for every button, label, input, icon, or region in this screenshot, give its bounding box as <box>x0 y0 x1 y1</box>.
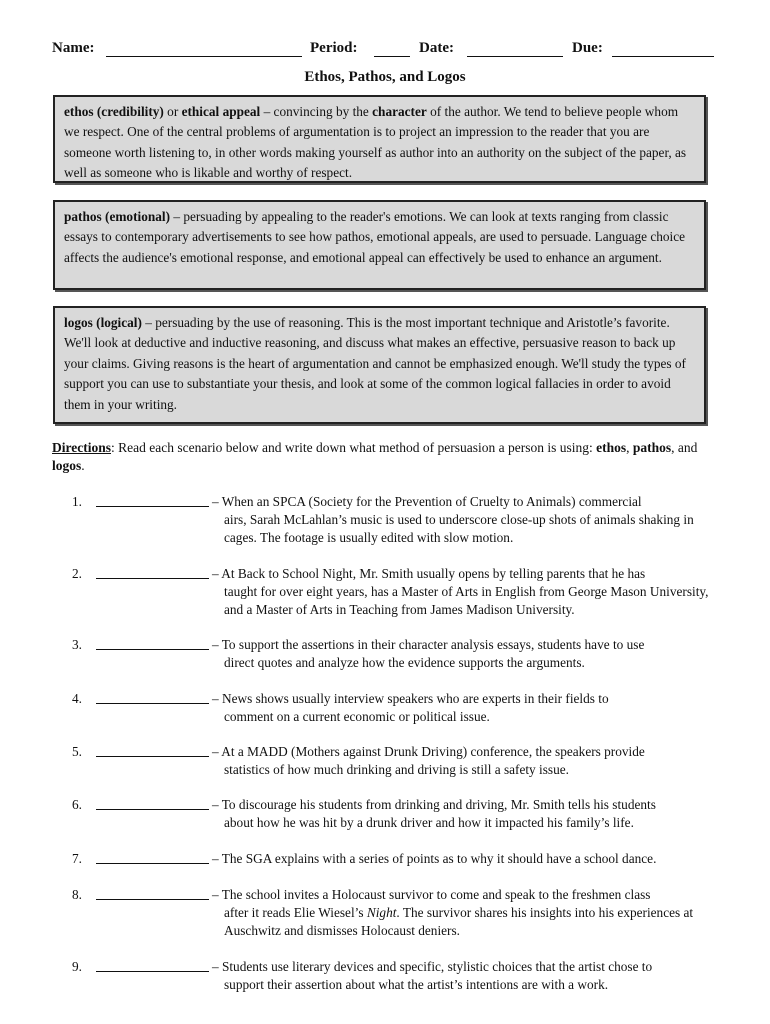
ethos-term: ethos (credibility) <box>64 104 164 119</box>
item-text-rest: airs, Sarah McLahlan’s music is used to underscore close-up shots of animals shaking in cages. The footage is usually edited with slow motion. <box>224 512 694 546</box>
name-label: Name: <box>52 40 95 56</box>
name-blank[interactable] <box>106 56 302 57</box>
logos-term: logos (logical) <box>64 315 142 330</box>
item-number: 1. <box>72 494 82 509</box>
ethos-definition-box <box>53 95 706 183</box>
directions-ethos: ethos <box>596 440 627 455</box>
ethos-key: character <box>372 104 427 119</box>
ethos-pre: – convincing by the <box>260 104 373 119</box>
directions-pathos: pathos <box>632 440 672 455</box>
answer-blank[interactable] <box>96 809 209 810</box>
item-number: 8. <box>72 887 82 902</box>
ethos-body: of the author. We tend to believe people whom we respect. One of the central problems of argumentation is to project an impression to the reader that you are someone worth listening to, in other words making yourself as author into an authority on the subject of the paper, as well as someone who is likable and worthy of respect. <box>64 104 687 181</box>
pathos-term: pathos (emotional) <box>64 209 171 224</box>
logos-definition-box <box>53 306 706 424</box>
item-text-first: – To support the assertions in their character analysis essays, students have to use <box>212 637 645 652</box>
item-text-rest: taught for over eight years, has a Master of Arts in English from George Mason University, and a Master of Arts in Teaching from James Madison University. <box>224 584 709 618</box>
item-text-first: – At a MADD (Mothers against Drunk Driving) conference, the speakers provide <box>212 744 645 759</box>
directions-sep2: , and <box>671 440 698 455</box>
period-blank[interactable] <box>374 56 410 57</box>
answer-blank[interactable] <box>96 899 209 900</box>
date-blank[interactable] <box>467 56 563 57</box>
answer-blank[interactable] <box>96 756 209 757</box>
answer-blank[interactable] <box>96 649 209 650</box>
pathos-body: – persuading by appealing to the reader's emotions. We can look at texts ranging from classic essays to contemporary advertisements to see how pathos, emotional appeals, are used to persuade. Language choice affects the audience's emotional response, and emotional appeal can effectively be used to enhance an argument. <box>64 209 686 265</box>
item-text-first: – When an SPCA (Society for the Prevention of Cruelty to Animals) commercial <box>212 494 642 509</box>
answer-blank[interactable] <box>96 703 209 704</box>
worksheet-header <box>52 40 716 62</box>
directions-label: Directions <box>52 440 111 455</box>
item-number: 7. <box>72 851 82 866</box>
item-text-first: – News shows usually interview speakers who are experts in their fields to <box>212 691 609 706</box>
pathos-definition-box <box>53 200 706 290</box>
answer-blank[interactable] <box>96 506 209 507</box>
item-number: 6. <box>72 797 82 812</box>
directions-sep1: , <box>626 440 633 455</box>
due-label: Due: <box>572 40 603 56</box>
answer-blank[interactable] <box>96 863 209 864</box>
period-label: Period: <box>310 40 358 56</box>
book-title: Night <box>366 905 397 921</box>
page-title: Ethos, Pathos, and Logos <box>304 69 466 85</box>
ethos-connector: or <box>163 104 182 119</box>
ethos-term2: ethical appeal <box>181 104 261 119</box>
logos-body: – persuading by the use of reasoning. This is the most important technique and Aristotle’s favorite. We'll look at deductive and inductive reasoning, and discuss what makes an effective, persuasive reason to back up your claims. Giving reasons is the heart of argumentation and cannot be emphasized enough. We'll study the types of support you can use to substantiate your thesis, and look at some of the common logical fallacies in order to avoid them in your writing. <box>64 315 686 412</box>
item-number: 4. <box>72 691 82 706</box>
item-text-first: – The school invites a Holocaust survivor to come and speak to the freshmen class <box>212 887 651 902</box>
item-text-rest-pre: after it reads Elie Wiesel’s <box>224 905 367 921</box>
answer-blank[interactable] <box>96 578 209 579</box>
item-text-first: – To discourage his students from drinking and driving, Mr. Smith tells his students <box>212 797 656 812</box>
answer-blank[interactable] <box>96 971 209 972</box>
item-text-rest: statistics of how much drinking and driving is still a safety issue. <box>224 762 569 778</box>
item-text-rest <box>212 904 722 940</box>
item-text-first: – Students use literary devices and specific, stylistic choices that the artist chose to <box>212 959 653 974</box>
item-text-first: – The SGA explains with a series of points as to why it should have a school dance. <box>212 851 657 866</box>
item-number: 9. <box>72 959 82 974</box>
directions <box>52 439 717 475</box>
item-text-rest-post: . The survivor shares his insights into his experiences at Auschwitz and dismisses Holocaust deniers. <box>224 905 694 939</box>
item-text-rest: about how he was hit by a drunk driver and how it impacted his family’s life. <box>224 815 634 831</box>
item-text-rest: support their assertion about what the artist’s intentions are with a work. <box>224 977 609 993</box>
due-blank[interactable] <box>612 56 714 57</box>
directions-text: : Read each scenario below and write down what method of persuasion a person is using: <box>111 440 597 455</box>
item-text-first: – At Back to School Night, Mr. Smith usually opens by telling parents that he has <box>212 566 646 581</box>
item-number: 2. <box>72 566 82 581</box>
directions-logos: logos <box>52 458 82 473</box>
item-text-rest: comment on a current economic or political issue. <box>224 709 490 725</box>
item-number: 5. <box>72 744 82 759</box>
directions-end: . <box>81 458 85 473</box>
date-label: Date: <box>419 40 454 56</box>
item-number: 3. <box>72 637 82 652</box>
item-text-rest: direct quotes and analyze how the evidence supports the arguments. <box>224 655 585 671</box>
